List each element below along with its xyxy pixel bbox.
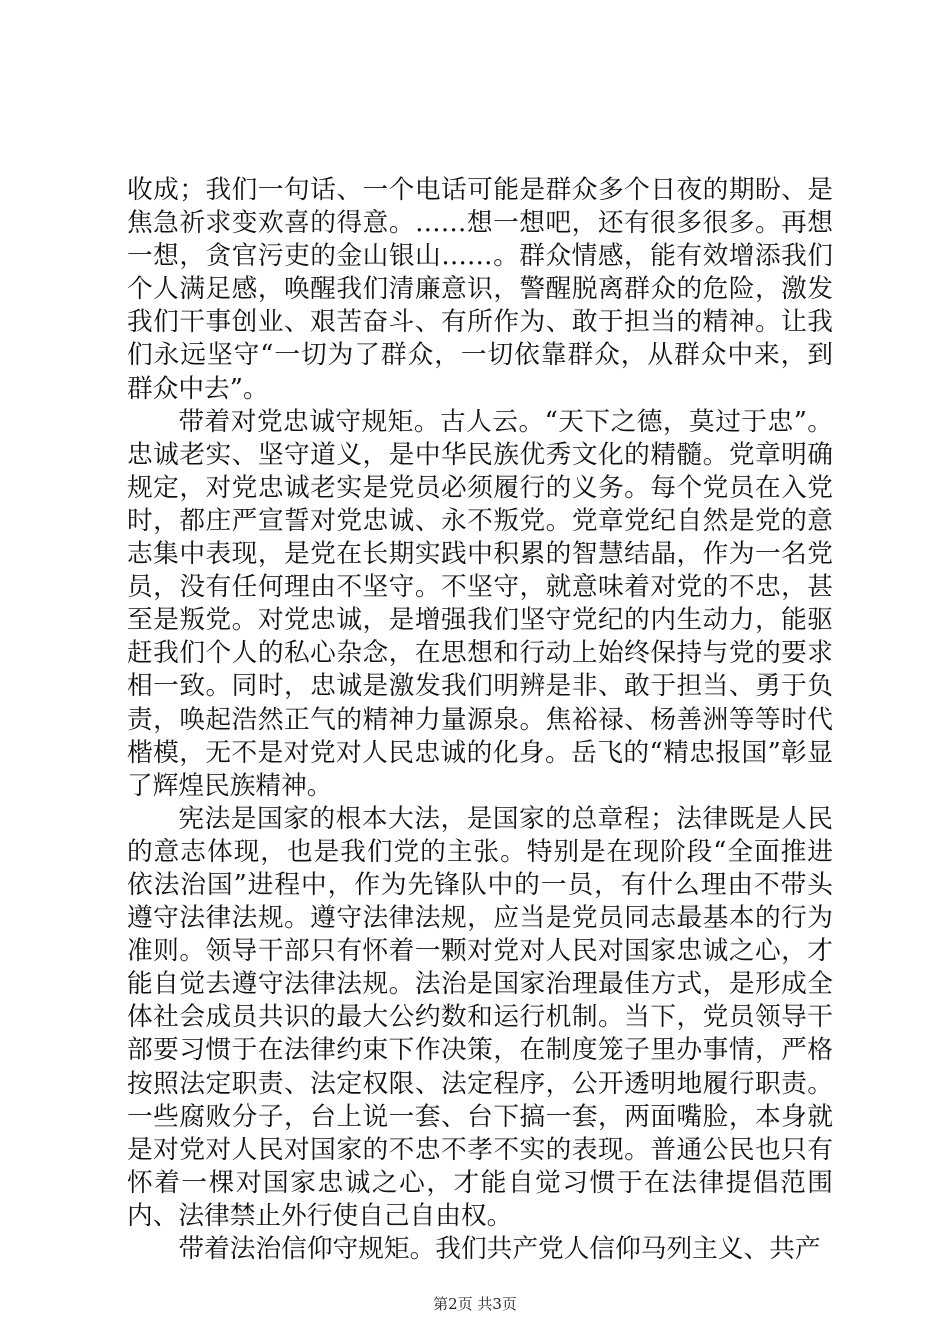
paragraph-2: 带着对党忠诚守规矩。古人云。“天下之德，莫过于忠”。忠诚老实、坚守道义，是中华民族优秀文化的精髓。党章明确规定，对党忠诚老实是党员必须履行的义务。每个党员在入党时，都庄严宣誓对党忠诚、永不叛党。党章党纪自然是党的意志集中表现，是党在长期实践中积累的智慧结晶，作为一名党员，没有任何理由不坚守。不坚守，就意味着对党的不忠，甚至是叛党。对党忠诚，是增强我们坚守党纪的内生动力，能驱赶我们个人的私心杂念，在思想和行动上始终保持与党的要求相一致。同时，忠诚是激发我们明辨是非、敢于担当、勇于负责，唤起浩然正气的精神力量源泉。焦裕禄、杨善洲等等时代楷模，无不是对党对人民忠诚的化身。岳飞的“精忠报国”彰显了辉煌民族精神。: [127, 406, 833, 801]
paragraph-3: 宪法是国家的根本大法，是国家的总章程；法律既是人民的意志体现，也是我们党的主张。特别是在现阶段“全面推进依法治国”进程中，作为先锋队中的一员，有什么理由不带头遵守法律法规。遵守法律法规，应当是党员同志最基本的行为准则。领导干部只有怀着一颗对党对人民对国家忠诚之心，才能自觉去遵守法律法规。法治是国家治理最佳方式，是形成全体社会成员共识的最大公约数和运行机制。当下，党员领导干部要习惯于在法律约束下作决策，在制度笼子里办事情，严格按照法定职责、法定权限、法定程序，公开透明地履行职责。一些腐败分子，台上说一套、台下搞一套，两面嘴脸，本身就是对党对人民对国家的不忠不孝不实的表现。普通公民也只有怀着一棵对国家忠诚之心，才能自觉习惯于在法律提倡范围内、法律禁止外行使自己自由权。: [127, 803, 833, 1231]
paragraph-1: 收成；我们一句话、一个电话可能是群众多个日夜的期盼、是焦急祈求变欢喜的得意。……想一想吧，还有很多很多。再想一想，贪官污吏的金山银山……。群众情感，能有效增添我们个人满足感，唤醒我们清廉意识，警醒脱离群众的危险，激发我们干事创业、艰苦奋斗、有所作为、敢于担当的精神。让我们永远坚守“一切为了群众，一切依靠群众，从群众中来，到群众中去”。: [127, 175, 833, 404]
paragraph-4: 带着法治信仰守规矩。我们共产党人信仰马列主义、共产: [178, 1234, 821, 1264]
document-body: [127, 174, 833, 1266]
page-number-footer: 第2页 共3页: [433, 1295, 517, 1313]
